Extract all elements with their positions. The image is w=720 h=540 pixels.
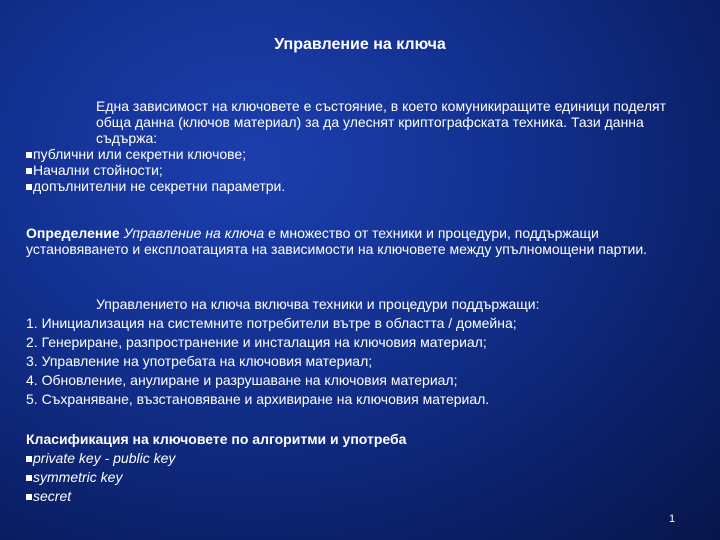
paragraph-intro: Една зависимост на ключовете е състояние, в което комуникиращите единици поделят обща данна (ключов материал) за да улеснят криптографската техника. Тази данна съдържа: bbox=[96, 98, 667, 146]
slide-title: Управление на ключа bbox=[274, 36, 446, 53]
square-bullet-icon bbox=[26, 494, 32, 500]
classification-section bbox=[26, 430, 696, 506]
list-item: secret bbox=[26, 487, 696, 506]
square-bullet-icon bbox=[26, 184, 32, 190]
square-bullet-icon bbox=[26, 168, 32, 174]
list-item: 2. Генериране, разпространение и инсталация на ключовия материал; bbox=[26, 334, 487, 350]
procedures-paragraph bbox=[26, 296, 696, 409]
procedures-intro: Управлението на ключа включва техники и процедури поддържащи: bbox=[96, 296, 540, 312]
square-bullet-icon bbox=[26, 152, 32, 158]
list-item: 5. Съхраняване, възстановяване и архивиране на ключовия материал. bbox=[26, 391, 490, 407]
list-item: 4. Обновление, анулиране и разрушаване на ключовия материал; bbox=[26, 372, 458, 388]
definition-term: Управление на ключа bbox=[123, 225, 265, 241]
list-item: допълнителни не секретни параметри. bbox=[26, 178, 696, 194]
page-number: 1 bbox=[669, 513, 676, 525]
key-dependency-paragraph bbox=[26, 98, 696, 194]
list-item: Начални стойности; bbox=[26, 162, 696, 178]
list-item: private key - public key bbox=[26, 449, 696, 468]
classification-heading: Класификация на ключовете по алгоритми и употреба bbox=[26, 431, 407, 447]
square-bullet-icon bbox=[26, 456, 32, 462]
list-item: symmetric key bbox=[26, 468, 696, 487]
definition-label: Определение bbox=[26, 225, 120, 241]
list-item: 1. Инициализация на системните потребители вътре в областта / домейна; bbox=[26, 315, 517, 331]
list-item: 3. Управление на употребата на ключовия материал; bbox=[26, 353, 373, 369]
definition-paragraph bbox=[26, 225, 696, 257]
definition-text: е множество от техники и процедури, поддържащи установяването и експлоатацията на зависимости на ключовете между упълномощени партии. bbox=[26, 225, 648, 257]
list-item: публични или секретни ключове; bbox=[26, 146, 696, 162]
square-bullet-icon bbox=[26, 475, 32, 481]
